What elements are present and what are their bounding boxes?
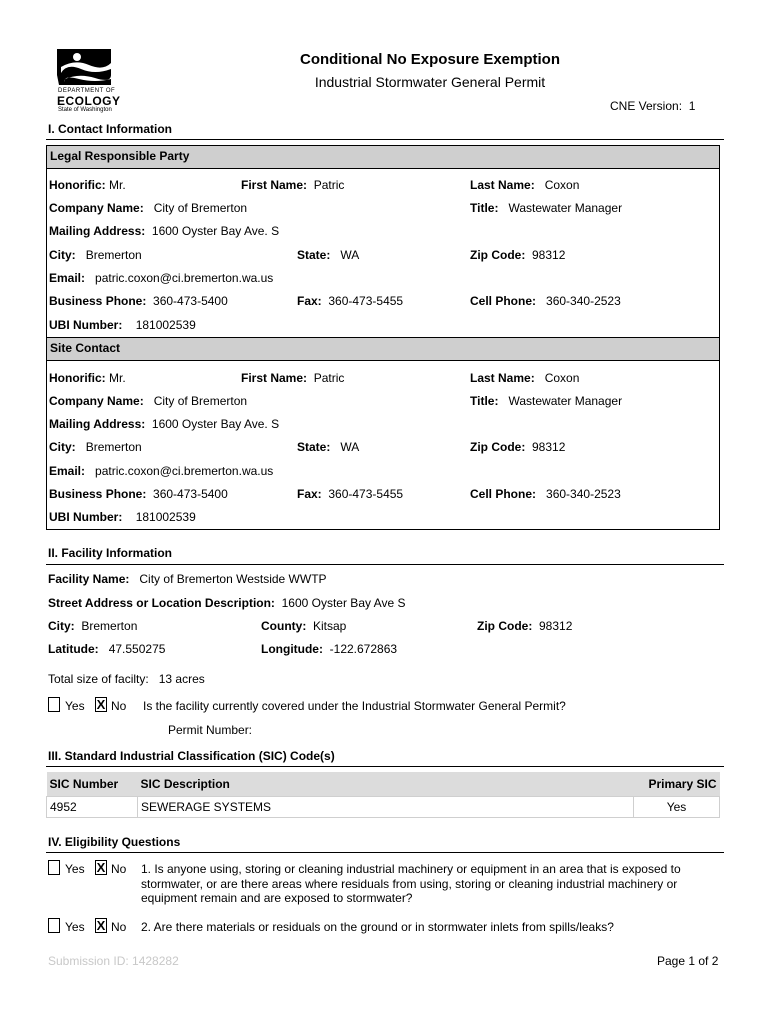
site-mailing: Mailing Address: 1600 Oyster Bay Ave. S (49, 417, 280, 431)
q2-text: 2. Are there materials or residuals on the ground or in stormwater inlets from spills/leaks? (141, 920, 614, 934)
table-row (47, 797, 720, 818)
site-email: Email: patric.coxon@ci.bremerton.wa.us (49, 464, 274, 478)
sic-description-header: SIC Description (138, 772, 634, 797)
site-fax: Fax: 360-473-5455 (297, 487, 404, 501)
legal-party-heading: Legal Responsible Party (46, 145, 720, 169)
legal-state: State: WA (297, 248, 360, 262)
sic-header-row (47, 772, 720, 797)
logo-state-text: State of Washington (58, 107, 112, 113)
site-cell: Cell Phone: 360-340-2523 (470, 487, 621, 501)
q1-text-line3: equipment remain and are exposed to stormwater? (141, 891, 413, 905)
q1-no-label: No (111, 862, 127, 876)
primary-sic-cell: Yes (634, 797, 720, 818)
legal-first-name: First Name: Patric (241, 178, 345, 192)
q1-no-checkbox[interactable]: X (96, 860, 106, 875)
sic-description-cell: SEWERAGE SYSTEMS (138, 797, 634, 818)
section-facility-title: II. Facility Information (48, 546, 173, 560)
q2-yes-checkbox[interactable] (48, 918, 60, 933)
section-eligibility-title: IV. Eligibility Questions (48, 835, 181, 849)
facility-county: County: Kitsap (261, 619, 347, 633)
section-contact-title: I. Contact Information (48, 122, 172, 136)
site-ubi: UBI Number: 181002539 (49, 510, 196, 524)
legal-city: City: Bremerton (49, 248, 142, 262)
q2-no-label: No (111, 920, 127, 934)
legal-last-name: Last Name: Coxon (470, 178, 580, 192)
cne-version-value: 1 (688, 99, 696, 113)
site-state: State: WA (297, 440, 360, 454)
permit-number-label: Permit Number: (168, 723, 253, 737)
section-divider (46, 766, 724, 767)
q1-text-line1: 1. Is anyone using, storing or cleaning industrial machinery or equipment in an area that is exposed to (141, 862, 681, 876)
covered-yes-checkbox[interactable] (48, 697, 60, 712)
q2-no-checkbox[interactable]: X (96, 918, 106, 933)
facility-latitude: Latitude: 47.550275 (48, 642, 166, 656)
primary-sic-header: Primary SIC (634, 772, 720, 797)
legal-company: Company Name: City of Bremerton (49, 201, 248, 215)
facility-name: Facility Name: City of Bremerton Westside WWTP (48, 572, 327, 586)
logo-dept-text: DEPARTMENT OF (58, 88, 116, 94)
q1-yes-label: Yes (65, 862, 85, 876)
facility-city: City: Bremerton (48, 619, 138, 633)
section-divider (46, 852, 724, 853)
covered-no-checkbox[interactable]: X (96, 697, 106, 712)
q2-yes-label: Yes (65, 920, 85, 934)
facility-size: Total size of facilty: 13 acres (48, 672, 205, 686)
washington-state-icon (55, 45, 115, 89)
legal-email: Email: patric.coxon@ci.bremerton.wa.us (49, 271, 274, 285)
site-first-name: First Name: Patric (241, 371, 345, 385)
site-honorific: Honorific: Mr. (49, 371, 126, 385)
site-last-name: Last Name: Coxon (470, 371, 580, 385)
sic-number-cell: 4952 (47, 797, 138, 818)
section-divider (46, 139, 724, 140)
legal-phone: Business Phone: 360-473-5400 (49, 294, 228, 308)
site-phone: Business Phone: 360-473-5400 (49, 487, 228, 501)
site-company: Company Name: City of Bremerton (49, 394, 248, 408)
logo-name-text: ECOLOGY (57, 94, 121, 108)
covered-question: Is the facility currently covered under the Industrial Stormwater General Permit? (143, 699, 566, 713)
sic-number-header: SIC Number (47, 772, 138, 797)
site-contact-heading: Site Contact (46, 337, 720, 361)
legal-title: Title: Wastewater Manager (470, 201, 623, 215)
legal-cell: Cell Phone: 360-340-2523 (470, 294, 621, 308)
cne-version (610, 99, 695, 113)
legal-mailing: Mailing Address: 1600 Oyster Bay Ave. S (49, 224, 280, 238)
site-title: Title: Wastewater Manager (470, 394, 623, 408)
facility-zip: Zip Code: 98312 (477, 619, 573, 633)
facility-longitude: Longitude: -122.672863 (261, 642, 398, 656)
q1-text-line2: stormwater, or are there areas where residuals from using, storing or cleaning industrial machinery or (141, 877, 678, 891)
facility-street: Street Address or Location Description: 1600 Oyster Bay Ave S (48, 596, 406, 610)
page-title: Conditional No Exposure Exemption (299, 51, 561, 68)
covered-yes-label: Yes (65, 699, 85, 713)
submission-id: Submission ID: 1428282 (48, 954, 179, 968)
section-divider (46, 564, 724, 565)
page-subtitle: Industrial Stormwater General Permit (314, 74, 546, 90)
q1-yes-checkbox[interactable] (48, 860, 60, 875)
legal-zip: Zip Code: 98312 (470, 248, 566, 262)
covered-no-label: No (111, 699, 127, 713)
cne-version-label: CNE Version: (610, 99, 683, 113)
legal-honorific: Honorific: Mr. (49, 178, 126, 192)
site-city: City: Bremerton (49, 440, 142, 454)
legal-fax: Fax: 360-473-5455 (297, 294, 404, 308)
site-zip: Zip Code: 98312 (470, 440, 566, 454)
section-sic-title: III. Standard Industrial Classification (SIC) Code(s) (48, 749, 335, 763)
page-number: Page 1 of 2 (657, 954, 719, 968)
legal-ubi: UBI Number: 181002539 (49, 318, 196, 332)
sic-table (46, 772, 720, 818)
